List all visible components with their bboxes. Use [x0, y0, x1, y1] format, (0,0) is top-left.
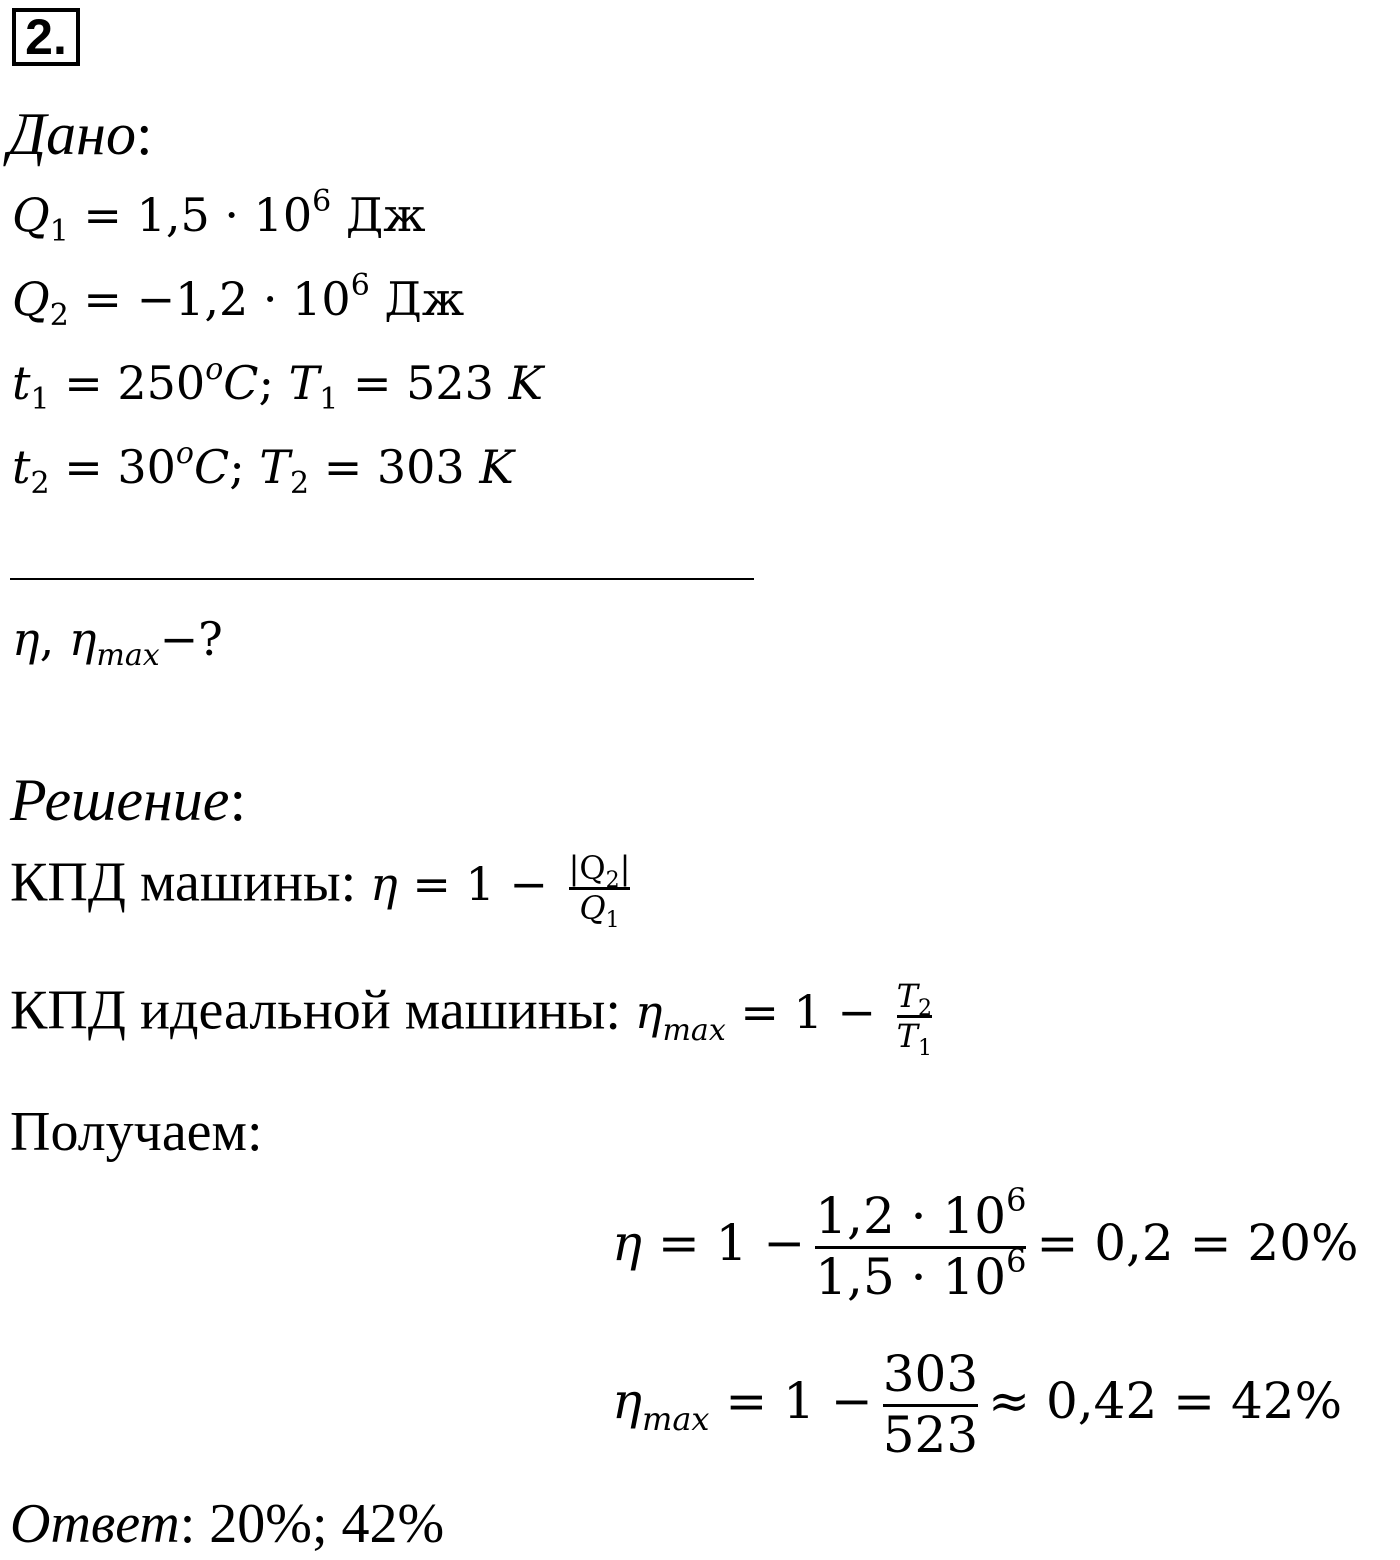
solution-heading: Решение:: [10, 767, 247, 833]
given-heading: Дано:: [8, 101, 153, 167]
given-t1: $t_1 = 250^oC$; $T_1 = 523$ K: [12, 352, 543, 417]
given-divider: [10, 578, 754, 580]
calculation-ideal-efficiency-fraction: $\frac{303}{523}$: [882, 1345, 979, 1464]
answer-label: Ответ: [10, 1493, 180, 1555]
given-q2: $Q_2 = -1,2 \cdot 10^6$ Дж: [12, 268, 465, 333]
answer-value: : 20%; 42%: [179, 1493, 445, 1555]
ideal-efficiency-formula: КПД идеальной машины: $\eta_{max} = 1$ − $\frac{T_2}{T_1}$: [10, 977, 932, 1061]
given-t2: $t_2 = 30^oC$; $T_2 = 303$ K: [12, 436, 514, 501]
find-line: η, $\eta_{max}-$?: [12, 612, 223, 673]
efficiency-fraction: $\frac{|Q_2|}{Q_1}$: [568, 849, 631, 933]
result-label: Получаем:: [10, 1101, 263, 1163]
calculation-ideal-efficiency: $\eta_{max} = 1$ − $\frac{303}{523}$ ≈ 0,42 = 42%: [612, 1345, 1343, 1464]
answer-line: [10, 1492, 444, 1556]
given-q1: $Q_1 = 1,5 \cdot 10^6$ Дж: [12, 184, 426, 249]
solution-heading-text: Решение: [10, 767, 230, 833]
ideal-efficiency-fraction: $\frac{T_2}{T_1}$: [896, 977, 932, 1061]
efficiency-formula: КПД машины: η = 1 − $\frac{|Q_2|}{Q_1}$: [10, 849, 631, 933]
problem-number: 2.: [12, 8, 80, 66]
given-heading-text: Дано: [8, 101, 136, 167]
calculation-efficiency: η = 1 − $\frac{1,2 \cdot 10^6}{1,5 \cdot 10^6}$ = 0,2 = 20%: [612, 1181, 1359, 1306]
calculation-efficiency-fraction: $\frac{1,2 \cdot 10^6}{1,5 \cdot 10^6}$: [815, 1181, 1027, 1306]
